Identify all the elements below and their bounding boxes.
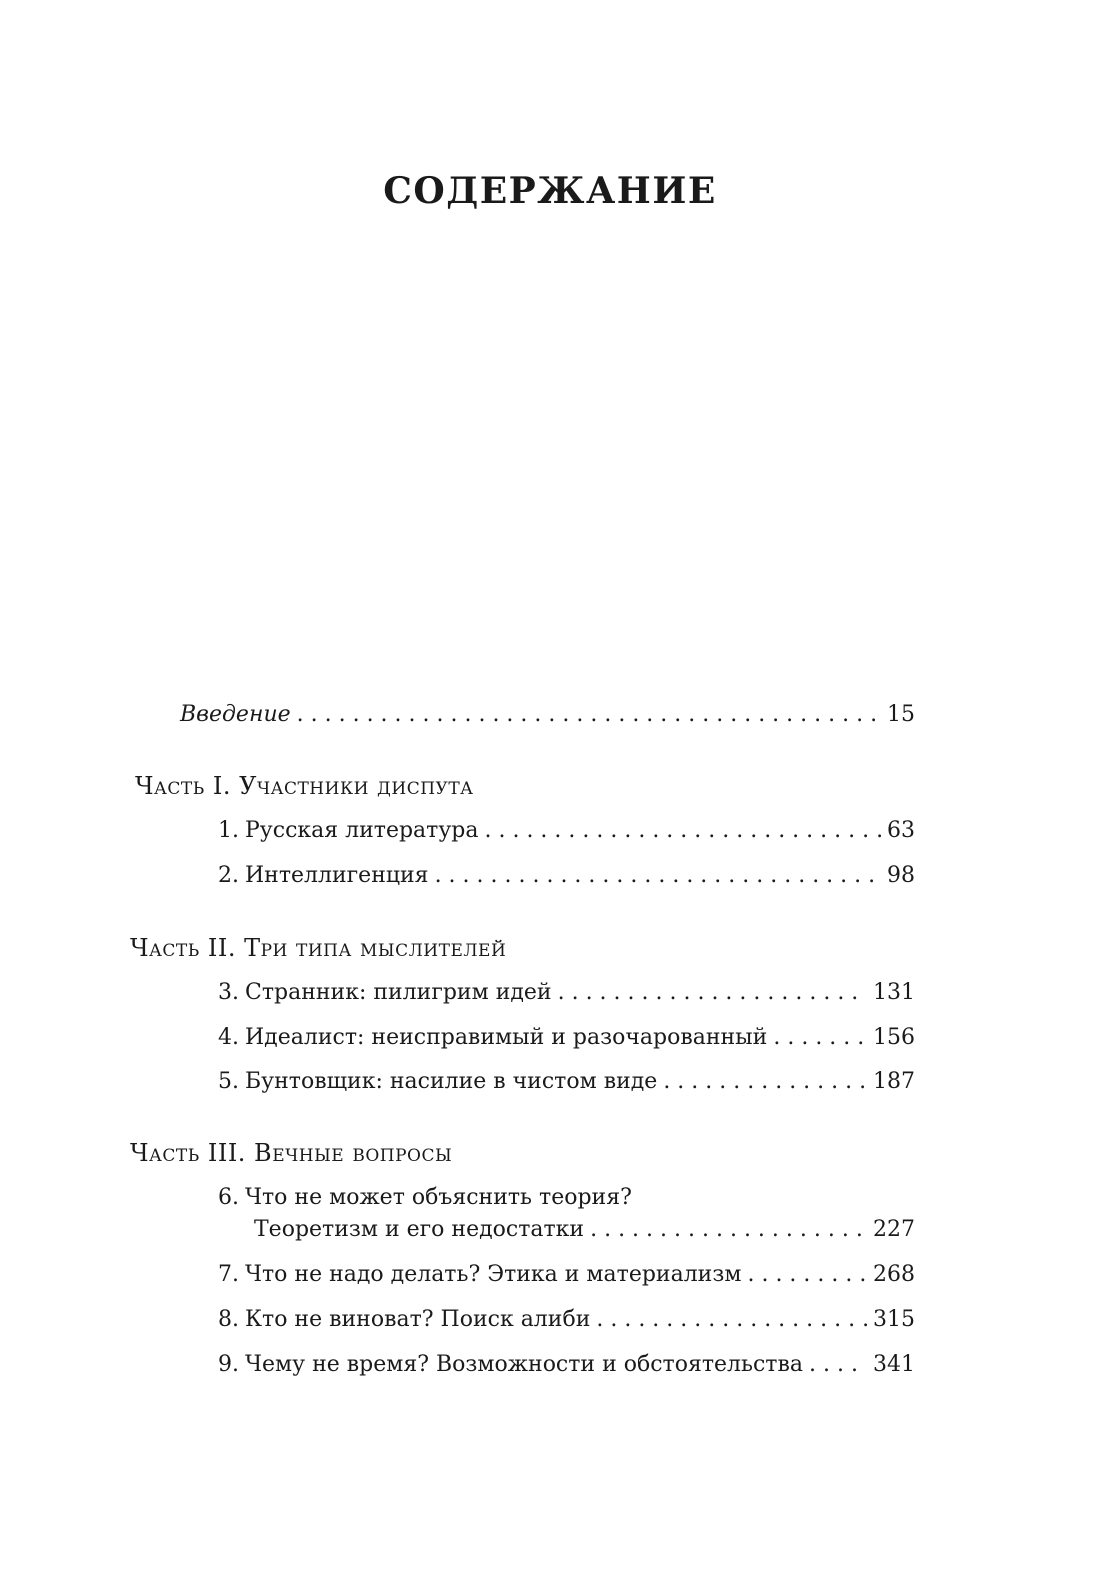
toc-entry-page: 268: [873, 1262, 915, 1287]
toc-entry-4[interactable]: [218, 1024, 915, 1052]
toc-entry-text: Бунтовщик: насилие в чистом виде: [245, 1069, 658, 1094]
toc-entry-number: 8.: [218, 1307, 239, 1332]
toc-entry-number: 2.: [218, 863, 239, 888]
leader-dots: [663, 1068, 867, 1096]
part-heading-1: Часть I. Участники диспута: [135, 772, 474, 800]
toc-entry-6[interactable]: [254, 1216, 915, 1244]
toc-entry-7[interactable]: [218, 1261, 915, 1289]
toc-entry-intro[interactable]: [180, 701, 915, 729]
toc-entry-1[interactable]: [218, 817, 915, 845]
toc-entry-number: 6.: [218, 1185, 239, 1210]
part-heading-3: Часть III. Вечные вопросы: [130, 1139, 453, 1167]
leader-dots: [596, 1306, 867, 1334]
leader-dots: [558, 979, 867, 1007]
leader-dots: [590, 1216, 867, 1244]
leader-dots: [435, 862, 881, 890]
toc-entry-2[interactable]: [218, 862, 915, 890]
leader-dots: [809, 1351, 867, 1379]
toc-entry-6-first-line[interactable]: [218, 1184, 915, 1212]
toc-entry-8[interactable]: [218, 1306, 915, 1334]
toc-entry-3[interactable]: [218, 979, 915, 1007]
toc-entry-page: 315: [873, 1307, 915, 1332]
toc-entry-text: Введение: [180, 702, 291, 727]
toc-entry-text: Кто не виноват? Поиск алиби: [245, 1307, 591, 1332]
toc-entry-page: 187: [873, 1069, 915, 1094]
toc-entry-number: 7.: [218, 1262, 239, 1287]
toc-entry-text: Что не надо делать? Этика и материализм: [245, 1262, 742, 1287]
toc-entry-number: 4.: [218, 1025, 239, 1050]
part-heading-2: Часть II. Три типа мыслителей: [130, 934, 507, 962]
toc-entry-page: 63: [887, 818, 915, 843]
toc-entry-text: Идеалист: неисправимый и разочарованный: [245, 1025, 768, 1050]
toc-entry-text: Русская литература: [245, 818, 479, 843]
toc-entry-page: 341: [873, 1352, 915, 1377]
toc-entry-page: 98: [887, 863, 915, 888]
toc-entry-text: Что не может объяснить теория?: [245, 1185, 632, 1210]
toc-entry-page: 227: [873, 1217, 915, 1242]
toc-entry-text: Интеллигенция: [245, 863, 429, 888]
toc-entry-9[interactable]: [218, 1351, 915, 1379]
leader-dots: [747, 1261, 867, 1289]
toc-entry-number: 5.: [218, 1069, 239, 1094]
toc-entry-page: 156: [873, 1025, 915, 1050]
toc-entry-text-continued: Теоретизм и его недостатки: [254, 1217, 585, 1242]
toc-entry-text: Странник: пилигрим идей: [245, 980, 552, 1005]
toc-entry-5[interactable]: [218, 1068, 915, 1096]
toc-entry-number: 1.: [218, 818, 239, 843]
leader-dots: [297, 701, 881, 729]
page-title: СОДЕРЖАНИЕ: [383, 170, 717, 212]
toc-entry-page: 131: [873, 980, 915, 1005]
toc-entry-number: 9.: [218, 1352, 239, 1377]
toc-entry-page: 15: [887, 702, 915, 727]
toc-entry-number: 3.: [218, 980, 239, 1005]
toc-entry-text: Чему не время? Возможности и обстоятельства: [245, 1352, 803, 1377]
leader-dots: [773, 1024, 867, 1052]
leader-dots: [484, 817, 881, 845]
